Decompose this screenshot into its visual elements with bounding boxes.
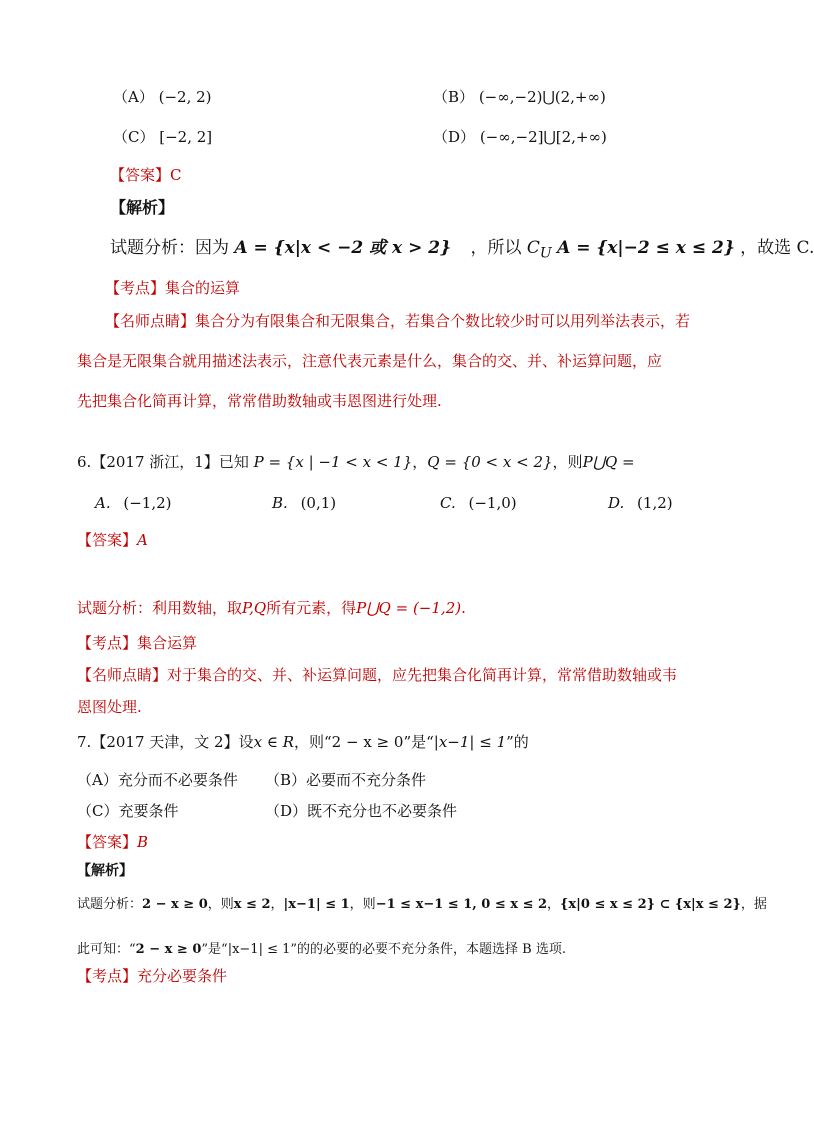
q7-analysis-line1-f: ，则 xyxy=(349,897,376,912)
q5-option-c xyxy=(113,127,212,147)
q7-analysis-line1-a: 2 − x ≥ 0 xyxy=(142,897,208,912)
q7-analysis-tag: 【解析】 xyxy=(77,863,133,879)
q6-option-a-label: A. xyxy=(95,494,111,512)
q5-option-b-label: （B） xyxy=(433,88,475,106)
q6-mingshi-line-1 xyxy=(77,665,677,685)
q5-answer-value: C xyxy=(170,166,182,184)
q6-analysis-end: . xyxy=(461,599,466,617)
q7-answer-value: B xyxy=(137,833,149,851)
q5-mingshi-line-2: 集合是无限集合就用描述法表示，注意代表元素是什么，集合的交、并、补运算问题，应 xyxy=(77,352,663,370)
q6-analysis-mid: 所有元素，得 xyxy=(266,599,357,617)
q7-analysis-line1-i: {x|0 ≤ x ≤ 2} ⊂ {x|x ≤ 2} xyxy=(560,897,741,912)
q5-analysis-complement-sub: U xyxy=(539,245,552,262)
q5-option-a-value: (−2, 2) xyxy=(158,88,212,106)
q7-var: x ∈ R xyxy=(253,733,294,751)
q6-option-c-value: (−1,0) xyxy=(468,494,517,512)
q5-option-c-label: （C） xyxy=(113,128,155,146)
q6-kaodian-text: 集合运算 xyxy=(137,634,198,652)
q7-analysis-line1-e: |x−1| ≤ 1 xyxy=(283,897,350,912)
q6-option-d xyxy=(608,493,673,513)
q7-analysis-line2-d: ”的的必要的必要不充分条件，本题选择 B 选项. xyxy=(290,942,566,957)
q5-option-a xyxy=(113,87,212,107)
q6-option-a-value: (−1,2) xyxy=(123,494,172,512)
q6-option-c-label: C. xyxy=(440,494,456,512)
q5-analysis-complement: C xyxy=(526,238,540,258)
q5-analysis-complement-rest: A = {x|−2 ≤ x ≤ 2} xyxy=(557,238,735,258)
q5-kaodian xyxy=(105,278,240,298)
q5-mingshi-line-1 xyxy=(105,311,690,331)
q7-stem-mid-2: ”是“ xyxy=(403,733,434,751)
q6-analysis-pq: P,Q xyxy=(242,599,267,617)
q5-kaodian-tag: 【考点】 xyxy=(105,279,166,297)
q6-stem xyxy=(77,452,635,472)
q5-option-b xyxy=(433,87,606,107)
q5-analysis-set-a: A = {x|x < −2 或 x > 2} xyxy=(234,238,452,258)
q7-option-d: （D）既不充分也不必要条件 xyxy=(265,802,458,820)
q7-analysis-line2-c: |x−1| ≤ 1 xyxy=(227,942,291,957)
q7-analysis-line1-h: ， xyxy=(547,897,561,912)
q6-set-p: P = {x | −1 < x < 1} xyxy=(253,453,413,471)
q7-analysis-line1-j: ，据 xyxy=(740,897,767,912)
q7-stem-prefix: 设 xyxy=(238,733,254,751)
q7-number: 7. xyxy=(77,733,92,751)
q7-answer xyxy=(77,832,148,852)
q7-cond-2: |x−1| ≤ 1 xyxy=(433,733,507,751)
q5-option-d-label: （D） xyxy=(433,128,476,146)
q6-option-b-label: B. xyxy=(272,494,288,512)
q6-mingshi-tag: 【名师点睛】 xyxy=(77,666,168,684)
q5-analysis-end: ，故选 C. xyxy=(740,238,814,258)
q5-option-d-value: (−∞,−2]⋃[2,+∞) xyxy=(479,128,607,146)
q6-kaodian-tag: 【考点】 xyxy=(77,634,138,652)
q7-kaodian-text: 充分必要条件 xyxy=(137,967,228,985)
q6-stem-mid: ，则 xyxy=(552,453,583,471)
q7-source: 【2017 天津，文 2】 xyxy=(91,733,239,751)
q6-option-a xyxy=(95,493,172,513)
q7-stem-mid-1: ，则“ xyxy=(294,733,332,751)
q7-analysis-line1-b: ，则 xyxy=(207,897,234,912)
q6-set-q: Q = {0 < x < 2} xyxy=(427,453,553,471)
q7-stem-end: ”的 xyxy=(506,733,529,751)
q6-option-b xyxy=(272,493,336,513)
q7-analysis-line1-prefix: 试题分析： xyxy=(77,897,143,912)
q7-answer-tag: 【答案】 xyxy=(77,833,138,851)
q7-kaodian xyxy=(77,966,227,986)
q5-option-a-label: （A） xyxy=(113,88,154,106)
q5-analysis xyxy=(110,238,814,263)
q7-analysis-line1-g: −1 ≤ x−1 ≤ 1, 0 ≤ x ≤ 2 xyxy=(375,897,548,912)
q7-analysis-line1-c: x ≤ 2 xyxy=(233,897,271,912)
q6-analysis xyxy=(77,598,466,618)
q6-number: 6. xyxy=(77,453,92,471)
q7-analysis-line2-a: 2 − x ≥ 0 xyxy=(135,942,202,957)
q5-mingshi-line-3: 先把集合化简再计算，常常借助数轴或韦恩图进行处理. xyxy=(77,392,442,410)
q6-mingshi-line-2: 恩图处理. xyxy=(77,698,142,716)
q7-analysis-line2-b: ”是“ xyxy=(201,942,228,957)
q6-option-c xyxy=(440,493,517,513)
q6-kaodian xyxy=(77,633,197,653)
q5-analysis-mid: ，所以 xyxy=(470,238,522,258)
q6-analysis-result: P⋃Q = (−1,2) xyxy=(356,599,462,617)
q7-analysis-line-1 xyxy=(77,895,767,915)
q7-analysis-line2-prefix: 此可知：“ xyxy=(77,942,136,957)
q6-analysis-prefix: 试题分析：利用数轴，取 xyxy=(77,599,243,617)
q6-mingshi-text-1: 对于集合的交、并、补运算问题，应先把集合化简再计算，常常借助数轴或韦 xyxy=(167,666,678,684)
q6-option-d-label: D. xyxy=(608,494,625,512)
q5-option-b-value: (−∞,−2)⋃(2,+∞) xyxy=(478,88,606,106)
q7-kaodian-tag: 【考点】 xyxy=(77,967,138,985)
q5-analysis-tag: 【解析】 xyxy=(110,198,175,217)
q5-answer-tag: 【答案】 xyxy=(110,166,171,184)
q7-stem xyxy=(77,732,529,752)
q5-option-d xyxy=(433,127,607,147)
q5-mingshi-text-1: 集合分为有限集合和无限集合，若集合个数比较少时可以用列举法表示，若 xyxy=(195,312,691,330)
q6-source: 【2017 浙江，1】 xyxy=(91,453,219,471)
q6-option-d-value: (1,2) xyxy=(637,494,673,512)
q7-option-c: （C）充要条件 xyxy=(77,802,179,820)
q7-analysis-line1-d: ， xyxy=(270,897,284,912)
q5-answer xyxy=(110,165,182,185)
q7-analysis-line-2 xyxy=(77,940,566,960)
q6-option-b-value: (0,1) xyxy=(300,494,337,512)
q6-comma: ， xyxy=(412,453,428,471)
q6-expr: P⋃Q = xyxy=(582,453,635,471)
q6-stem-prefix: 已知 xyxy=(218,453,249,471)
q5-analysis-prefix: 试题分析：因为 xyxy=(110,238,229,258)
q5-kaodian-text: 集合的运算 xyxy=(165,279,241,297)
q7-option-a: （A）充分而不必要条件 xyxy=(77,771,238,789)
q7-cond-1: 2 − x ≥ 0 xyxy=(331,733,404,751)
q5-mingshi-tag: 【名师点睛】 xyxy=(105,312,196,330)
q5-option-c-value: [−2, 2] xyxy=(159,128,213,146)
q7-option-b: （B）必要而不充分条件 xyxy=(265,771,427,789)
q6-answer-tag: 【答案】 xyxy=(77,531,138,549)
q6-answer-value: A xyxy=(137,531,148,549)
q6-answer xyxy=(77,530,148,550)
